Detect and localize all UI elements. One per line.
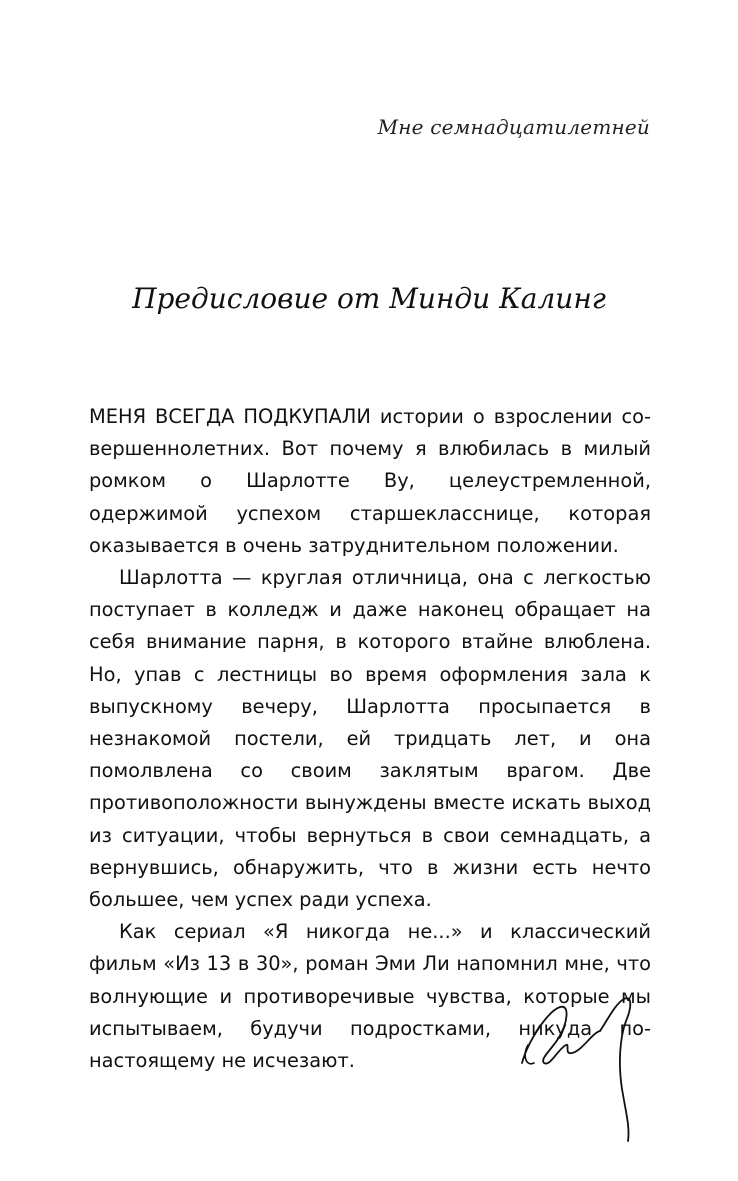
paragraph-1 bbox=[89, 401, 651, 562]
body-text bbox=[89, 401, 651, 1077]
paragraph-3: Как сериал «Я никогда не...» и классический фильм «Из 13 в 30», роман Эми Ли напомнил мне, что волнующие и противоречивые чувства, которые мы испытываем, будучи подростками, никуда по-настоящему не исчезают. bbox=[89, 920, 651, 1073]
paragraph-2: Шарлотта — круглая отличница, она с легкостью поступает в колледж и даже наконец обращает на себя внимание парня, в которого втайне влюблена. Но, упав с лестницы во время оформления зала к выпускному вечеру, Шарлотта просыпается в незнакомой постели, ей тридцать лет, и она помолвлена со своим заклятым врагом. Две противоположности вынуждены вместе искать выход из ситуации, чтобы вернуться в свои семнадцать, а вернувшись, обнаружить, что в жизни есть нечто большее, чем успех ради успеха. bbox=[89, 566, 651, 912]
paragraph-1-text: истории о взрослении совершеннолетних. Вот почему я влюбилась в милый ромком о Шарлотте Ву, целеустремленной, одержимой успехом старшекласснице, которая оказывается в очень затруднительном положении. bbox=[89, 405, 651, 557]
running-head: Мне семнадцатилетней bbox=[377, 115, 650, 139]
lead-in-caps: МЕНЯ ВСЕГДА ПОДКУПАЛИ bbox=[89, 405, 371, 428]
signature-icon bbox=[508, 993, 658, 1143]
chapter-title: Предисловие от Минди Калинг bbox=[132, 282, 606, 315]
